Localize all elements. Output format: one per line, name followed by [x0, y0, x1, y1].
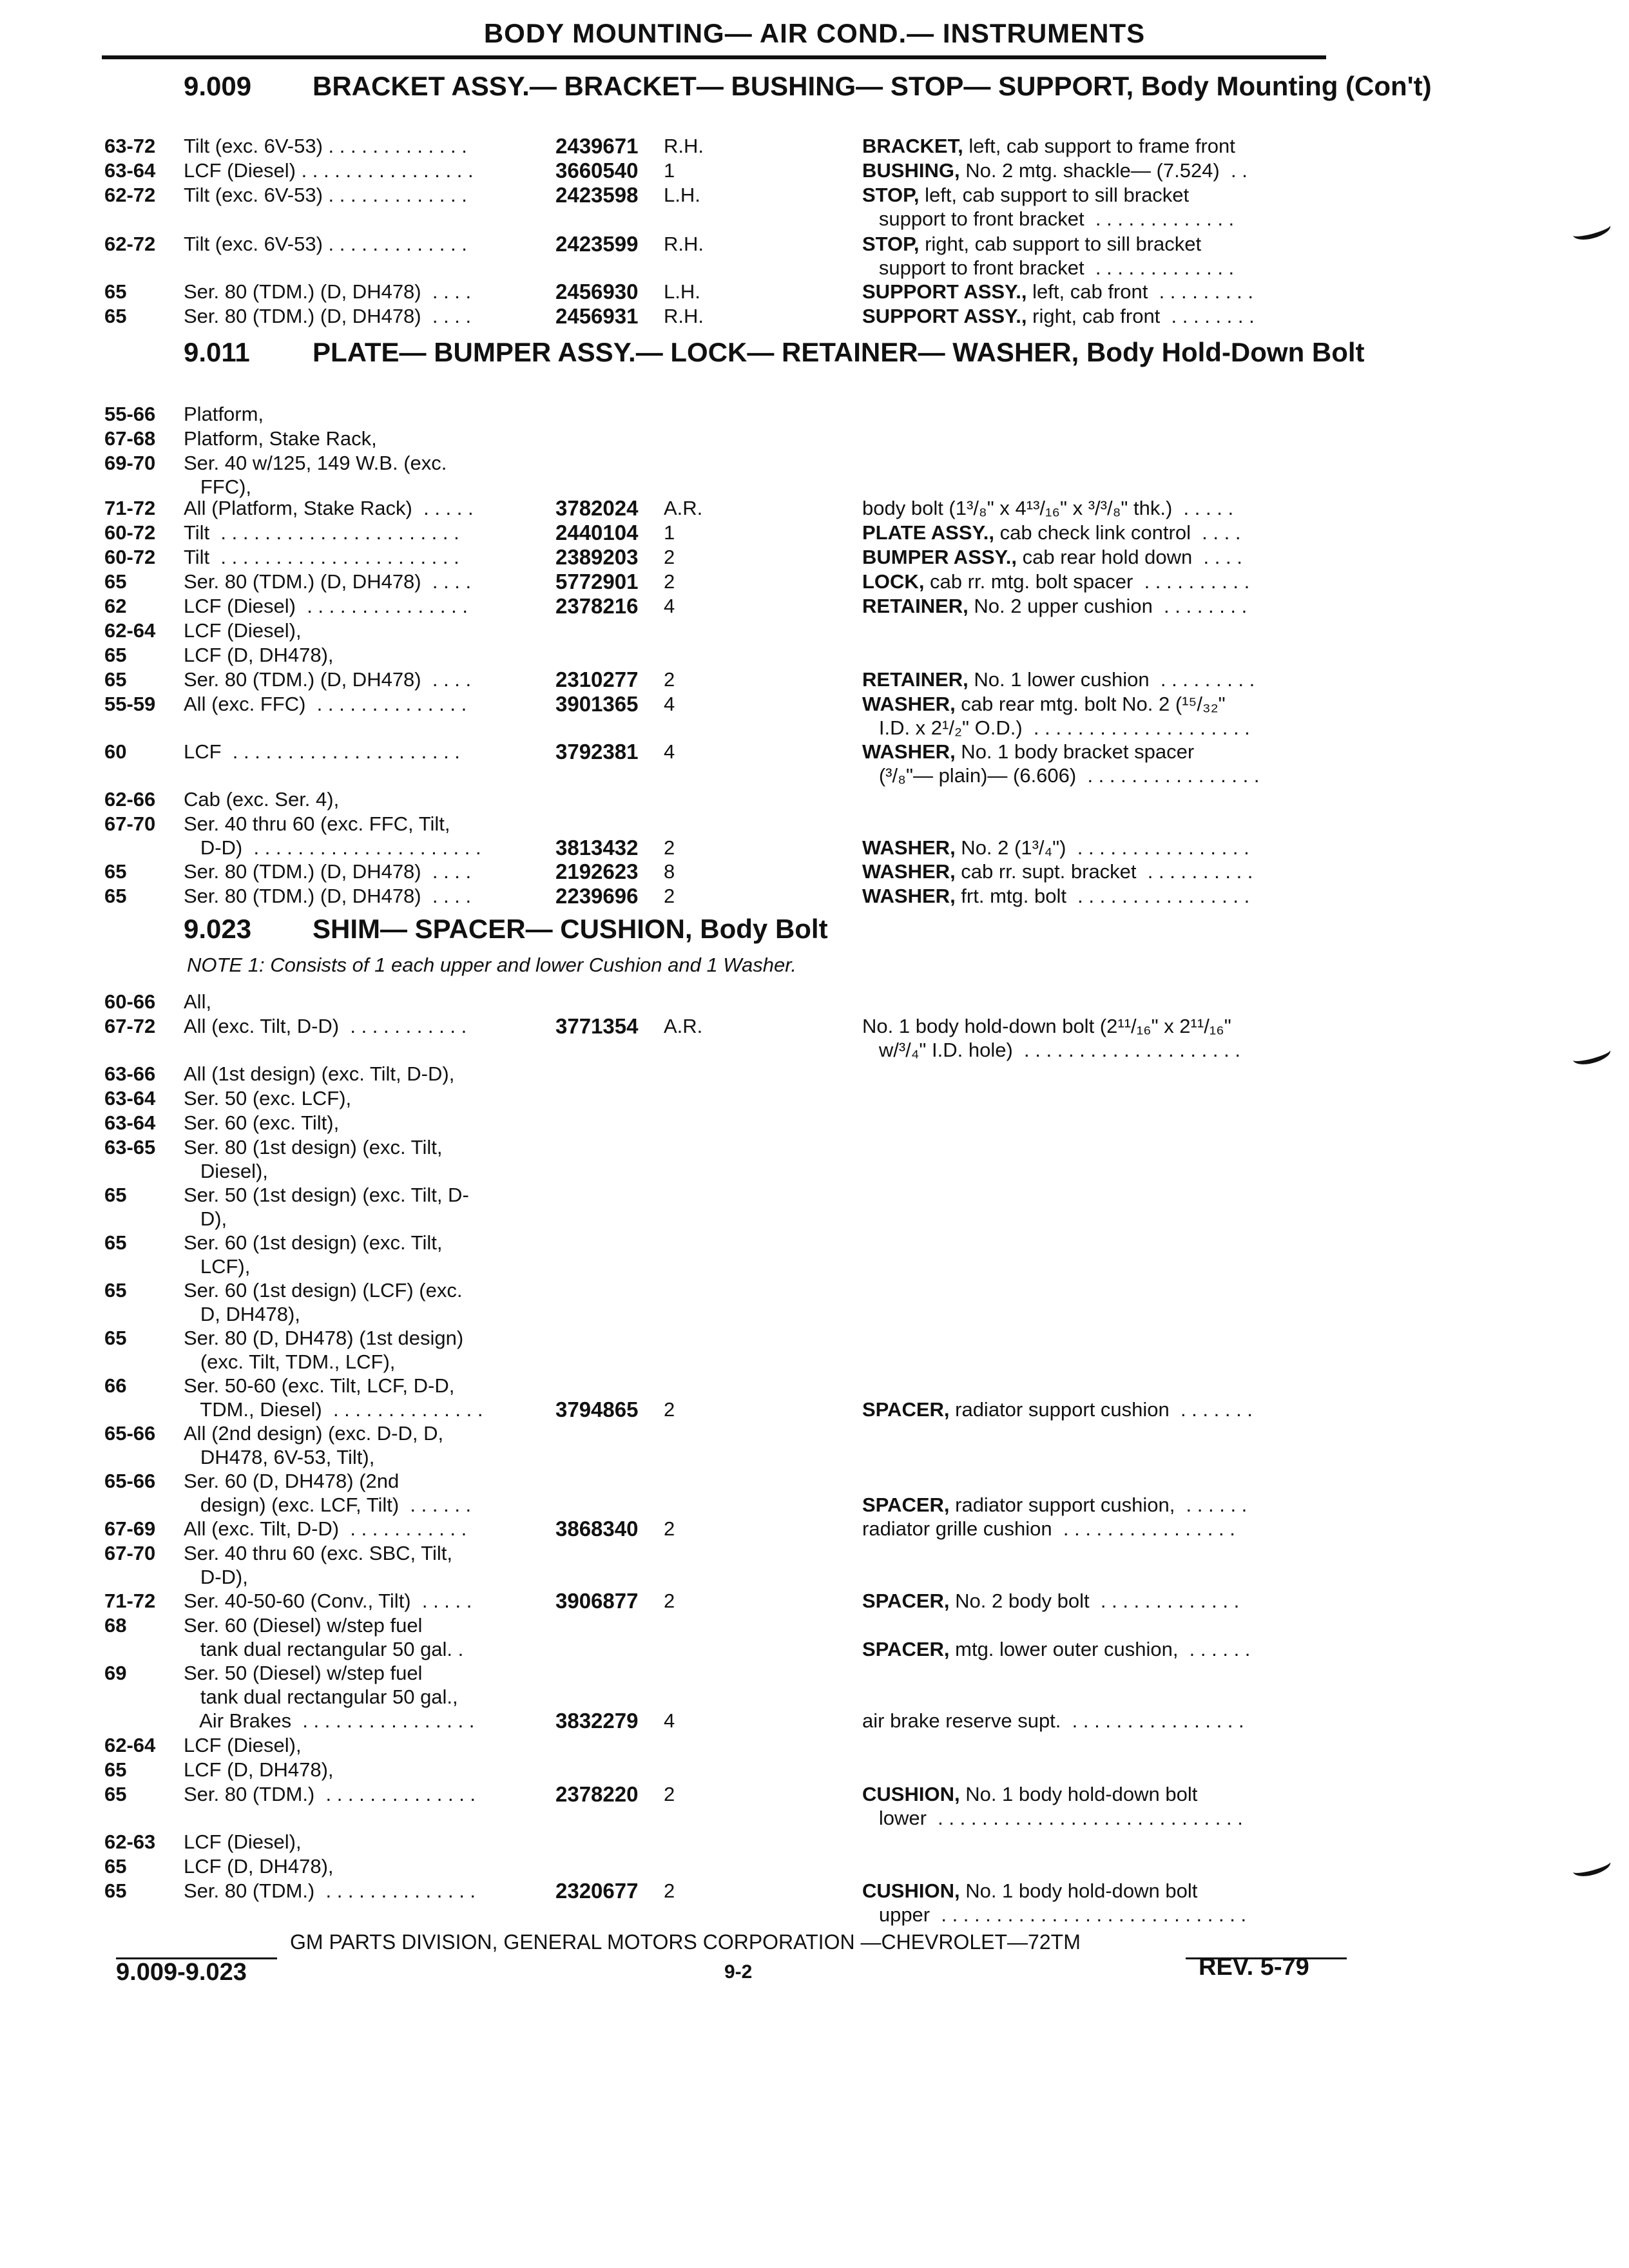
- application-description: Ser. 40 thru 60 (exc. FFC, Tilt, D-D) . . . . . . . . . . . . . . . . . . . . .: [184, 812, 481, 859]
- part-description: [862, 692, 1345, 740]
- application-description: Tilt . . . . . . . . . . . . . . . . . . . . . .: [184, 546, 459, 568]
- part-number: 3868340: [555, 1517, 639, 1541]
- model-years: 65: [104, 280, 127, 303]
- application-description: Tilt (exc. 6V-53) . . . . . . . . . . . . .: [184, 135, 467, 157]
- part-number: 2440104: [555, 521, 639, 544]
- note-1: NOTE 1: Consists of 1 each upper and lower Cushion and 1 Washer.: [187, 954, 796, 976]
- part-detail: cab check link control . . . .: [994, 521, 1241, 544]
- part-description: [862, 159, 1345, 182]
- application-description: LCF (Diesel),: [184, 619, 302, 642]
- quantity: 2: [664, 570, 675, 593]
- part-name: STOP,: [862, 184, 920, 206]
- quantity: 2: [664, 668, 675, 691]
- part-description: [862, 496, 1345, 520]
- section-title: PLATE— BUMPER ASSY.— LOCK— RETAINER— WASHER, Body Hold-Down Bolt: [313, 337, 1365, 367]
- part-description: [862, 1709, 1345, 1733]
- part-name: LOCK,: [862, 570, 925, 593]
- part-detail: left, cab support to sill bracket support to front bracket . . . . . . . . . . . . .: [878, 184, 1235, 230]
- part-detail: radiator support cushion, . . . . . .: [949, 1494, 1248, 1516]
- part-name: WASHER,: [862, 885, 956, 907]
- quantity: R.H.: [664, 135, 704, 157]
- part-number: 3906877: [555, 1589, 639, 1613]
- model-years: 67-70: [104, 812, 156, 835]
- application-description: All (1st design) (exc. Tilt, D-D),: [184, 1062, 455, 1085]
- part-detail: No. 1 body hold-down bolt upper . . . . . . . . . . . . . . . . . . . . . . . . . . . .: [878, 1879, 1247, 1926]
- part-number: 5772901: [555, 570, 639, 593]
- quantity: 2: [664, 1398, 675, 1421]
- part-name: SPACER,: [862, 1638, 950, 1660]
- model-years: 62-72: [104, 184, 156, 206]
- part-name: WASHER,: [862, 693, 956, 715]
- application-description: LCF (D, DH478),: [184, 1758, 334, 1781]
- part-number: 2423599: [555, 232, 639, 256]
- part-number: 3901365: [555, 692, 639, 716]
- model-years: 65: [104, 1327, 127, 1349]
- part-description: [862, 1879, 1345, 1927]
- application-description: Ser. 40 thru 60 (exc. SBC, Tilt, D-D),: [184, 1542, 452, 1588]
- application-description: LCF (Diesel),: [184, 1734, 302, 1756]
- part-description: [862, 545, 1345, 569]
- part-name: SPACER,: [862, 1398, 950, 1421]
- model-years: 65: [104, 860, 127, 883]
- part-name: PLATE ASSY.,: [862, 521, 994, 544]
- model-years: 65: [104, 644, 127, 666]
- section-number: 9.023: [184, 914, 252, 944]
- application-description: Ser. 50 (1st design) (exc. Tilt, D- D),: [184, 1184, 469, 1230]
- part-detail: radiator support cushion . . . . . . .: [949, 1398, 1253, 1421]
- part-detail: No. 1 body bracket spacer (³/₈"— plain)— (6.606) . . . . . . . . . . . . . . . .: [878, 740, 1260, 787]
- model-years: 67-68: [104, 427, 156, 450]
- section-title: BRACKET ASSY.— BRACKET— BUSHING— STOP— SUPPORT, Body Mounting (Con't): [313, 71, 1432, 101]
- part-detail: cab rear hold down . . . .: [1017, 546, 1242, 568]
- quantity: 1: [664, 521, 675, 544]
- part-detail: No. 1 body hold-down bolt lower . . . . . . . . . . . . . . . . . . . . . . . . . . . .: [878, 1783, 1243, 1829]
- margin-punch-mark: [1571, 1854, 1612, 1880]
- model-years: 63-64: [104, 1111, 156, 1134]
- application-description: Ser. 60 (exc. Tilt),: [184, 1111, 340, 1134]
- application-description: Ser. 80 (D, DH478) (1st design) (exc. Tilt, TDM., LCF),: [184, 1327, 464, 1373]
- margin-punch-mark: [1571, 1043, 1612, 1068]
- application-description: Ser. 80 (TDM.) (D, DH478) . . . .: [184, 860, 472, 883]
- quantity: 1: [664, 159, 675, 182]
- part-detail: No. 1 lower cushion . . . . . . . . .: [968, 668, 1255, 691]
- part-detail: No. 2 body bolt . . . . . . . . . . . . .: [949, 1590, 1240, 1612]
- quantity: R.H.: [664, 233, 704, 255]
- application-description: LCF (Diesel) . . . . . . . . . . . . . . . .: [184, 159, 474, 182]
- application-description: All,: [184, 990, 212, 1013]
- application-description: LCF (Diesel),: [184, 1831, 302, 1853]
- part-description: [862, 280, 1345, 303]
- quantity: 2: [664, 546, 675, 568]
- part-detail: left, cab front . . . . . . . . .: [1027, 280, 1253, 303]
- model-years: 60-72: [104, 546, 156, 568]
- model-years: 69-70: [104, 452, 156, 474]
- model-years: 63-66: [104, 1062, 156, 1085]
- application-description: All (exc. Tilt, D-D) . . . . . . . . . . .: [184, 1517, 467, 1540]
- model-years: 67-72: [104, 1015, 156, 1037]
- application-description: Ser. 80 (TDM.) (D, DH478) . . . .: [184, 305, 472, 327]
- model-years: 62: [104, 595, 127, 617]
- model-years: 71-72: [104, 1590, 156, 1612]
- model-years: 71-72: [104, 497, 156, 519]
- application-description: Tilt . . . . . . . . . . . . . . . . . . . . . .: [184, 521, 459, 544]
- application-description: Tilt (exc. 6V-53) . . . . . . . . . . . . .: [184, 184, 467, 206]
- application-description: Platform,: [184, 403, 264, 425]
- application-description: All (Platform, Stake Rack) . . . . .: [184, 497, 474, 519]
- part-number: 2378216: [555, 594, 639, 618]
- application-description: Ser. 80 (TDM.) (D, DH478) . . . .: [184, 280, 472, 303]
- part-description: [862, 1398, 1345, 1421]
- quantity: 8: [664, 860, 675, 883]
- page-header: BODY MOUNTING— AIR COND.— INSTRUMENTS: [483, 18, 1146, 48]
- quantity: 4: [664, 595, 675, 617]
- application-description: Ser. 40-50-60 (Conv., Tilt) . . . . .: [184, 1590, 472, 1612]
- application-description: Ser. 50 (Diesel) w/step fuel tank dual rectangular 50 gal., Air Brakes . . . . . . . . . . . . . . . .: [184, 1662, 475, 1732]
- model-years: 65: [104, 1783, 127, 1805]
- application-description: LCF . . . . . . . . . . . . . . . . . . . . .: [184, 740, 460, 763]
- part-description: [862, 884, 1345, 908]
- part-number: 3813432: [555, 836, 639, 860]
- part-number: 2239696: [555, 884, 639, 908]
- model-years: 68: [104, 1614, 127, 1637]
- part-name: WASHER,: [862, 860, 956, 883]
- application-description: All (exc. Tilt, D-D) . . . . . . . . . . .: [184, 1015, 467, 1037]
- model-years: 55-59: [104, 693, 156, 715]
- quantity: A.R.: [664, 1015, 703, 1037]
- part-number: 2456930: [555, 280, 639, 303]
- application-description: LCF (Diesel) . . . . . . . . . . . . . . .: [184, 595, 468, 617]
- part-description: [862, 1782, 1345, 1830]
- part-number: 2378220: [555, 1782, 639, 1806]
- quantity: 2: [664, 1590, 675, 1612]
- part-description: [862, 1517, 1345, 1541]
- part-name: CUSHION,: [862, 1783, 960, 1805]
- margin-punch-mark: [1571, 218, 1612, 244]
- part-number: 2439671: [555, 134, 639, 158]
- part-name: BUSHING,: [862, 159, 960, 182]
- part-name: BUMPER ASSY.,: [862, 546, 1017, 568]
- model-years: 65: [104, 1231, 127, 1254]
- part-description: [862, 232, 1345, 280]
- part-number: 3771354: [555, 1014, 639, 1038]
- quantity: R.H.: [664, 305, 704, 327]
- part-number: 3782024: [555, 496, 639, 520]
- model-years: 62-64: [104, 1734, 156, 1756]
- application-description: All (2nd design) (exc. D-D, D, DH478, 6V-53, Tilt),: [184, 1422, 444, 1468]
- section-number: 9.009: [184, 71, 252, 101]
- quantity: 4: [664, 740, 675, 763]
- part-detail: cab rr. supt. bracket . . . . . . . . . .: [955, 860, 1253, 883]
- part-description: [862, 668, 1345, 691]
- application-description: Ser. 50-60 (exc. Tilt, LCF, D-D, TDM., Diesel) . . . . . . . . . . . . . .: [184, 1374, 483, 1421]
- model-years: 69: [104, 1662, 127, 1684]
- part-detail: right, cab support to sill bracket support to front bracket . . . . . . . . . . . . .: [878, 233, 1235, 279]
- part-description: [862, 1637, 1345, 1661]
- part-name: SPACER,: [862, 1590, 950, 1612]
- model-years: 62-72: [104, 233, 156, 255]
- model-years: 65: [104, 305, 127, 327]
- part-number: 2320677: [555, 1879, 639, 1903]
- part-name: CUSHION,: [862, 1879, 960, 1902]
- quantity: L.H.: [664, 184, 700, 206]
- application-description: Platform, Stake Rack,: [184, 427, 377, 450]
- application-description: Ser. 50 (exc. LCF),: [184, 1087, 352, 1110]
- part-description: [862, 304, 1345, 328]
- part-name: SUPPORT ASSY.,: [862, 280, 1027, 303]
- part-name: RETAINER,: [862, 595, 969, 617]
- application-description: LCF (D, DH478),: [184, 644, 334, 666]
- model-years: 60-72: [104, 521, 156, 544]
- application-description: Ser. 60 (1st design) (exc. Tilt, LCF),: [184, 1231, 443, 1278]
- model-years: 67-70: [104, 1542, 156, 1564]
- application-description: Ser. 80 (TDM.) . . . . . . . . . . . . . .: [184, 1879, 476, 1902]
- part-description: [862, 836, 1345, 860]
- part-number: 2423598: [555, 183, 639, 207]
- part-number: 3832279: [555, 1709, 639, 1733]
- part-detail: air brake reserve supt. . . . . . . . . . . . . . . . .: [862, 1709, 1244, 1732]
- application-description: Ser. 80 (TDM.) (D, DH478) . . . .: [184, 668, 472, 691]
- part-description: [862, 1589, 1345, 1613]
- part-detail: right, cab front . . . . . . . .: [1027, 305, 1255, 327]
- part-name: SPACER,: [862, 1494, 950, 1516]
- part-description: [862, 594, 1345, 618]
- part-detail: No. 2 upper cushion . . . . . . . .: [968, 595, 1248, 617]
- model-years: 65: [104, 1184, 127, 1206]
- model-years: 65: [104, 570, 127, 593]
- application-description: Ser. 80 (TDM.) . . . . . . . . . . . . . .: [184, 1783, 476, 1805]
- quantity: 4: [664, 1709, 675, 1732]
- part-name: WASHER,: [862, 740, 956, 763]
- model-years: 63-65: [104, 1136, 156, 1158]
- part-number: 2310277: [555, 668, 639, 691]
- footer-section-range: 9.009-9.023: [116, 1959, 247, 1986]
- part-number: 2192623: [555, 860, 639, 883]
- part-number: 3792381: [555, 740, 639, 764]
- model-years: 62-64: [104, 619, 156, 642]
- part-name: WASHER,: [862, 836, 956, 859]
- application-description: Ser. 60 (D, DH478) (2nd design) (exc. LCF, Tilt) . . . . . .: [184, 1470, 472, 1516]
- model-years: 65: [104, 1279, 127, 1302]
- part-description: [862, 1493, 1345, 1517]
- application-description: Ser. 60 (1st design) (LCF) (exc. D, DH478),: [184, 1279, 463, 1325]
- model-years: 63-64: [104, 159, 156, 182]
- application-description: LCF (D, DH478),: [184, 1855, 334, 1878]
- model-years: 60-66: [104, 990, 156, 1013]
- quantity: L.H.: [664, 280, 700, 303]
- part-number: 3660540: [555, 159, 639, 182]
- model-years: 62-66: [104, 788, 156, 811]
- part-description: [862, 860, 1345, 883]
- model-years: 65-66: [104, 1422, 156, 1445]
- model-years: 63-72: [104, 135, 156, 157]
- part-detail: No. 1 body hold-down bolt (2¹¹/₁₆" x 2¹¹/₁₆" w/³/₄" I.D. hole) . . . . . . . . . . . . . . . . . . . .: [862, 1015, 1240, 1061]
- part-name: BRACKET,: [862, 135, 963, 157]
- part-detail: cab rear mtg. bolt No. 2 (¹⁵/₃₂" I.D. x 2¹/₂" O.D.) . . . . . . . . . . . . . . . . . . . .: [878, 693, 1250, 739]
- quantity: A.R.: [664, 497, 703, 519]
- application-description: Ser. 40 w/125, 149 W.B. (exc. FFC),: [184, 452, 447, 498]
- footer-revision: REV. 5-79: [1199, 1954, 1309, 1981]
- part-detail: left, cab support to frame front: [963, 135, 1235, 157]
- quantity: 2: [664, 1517, 675, 1540]
- model-years: 65: [104, 1879, 127, 1902]
- model-years: 67-69: [104, 1517, 156, 1540]
- footer-corp: GM PARTS DIVISION, GENERAL MOTORS CORPORATION —CHEVROLET—72TM: [290, 1930, 1081, 1954]
- model-years: 65: [104, 1758, 127, 1781]
- model-years: 65: [104, 668, 127, 691]
- part-name: STOP,: [862, 233, 920, 255]
- application-description: Tilt (exc. 6V-53) . . . . . . . . . . . . .: [184, 233, 467, 255]
- model-years: 65: [104, 885, 127, 907]
- application-description: Ser. 80 (1st design) (exc. Tilt, Diesel),: [184, 1136, 443, 1182]
- part-description: [862, 740, 1345, 787]
- part-description: [862, 1014, 1345, 1062]
- part-detail: frt. mtg. bolt . . . . . . . . . . . . . . . .: [955, 885, 1250, 907]
- model-years: 65: [104, 1855, 127, 1878]
- model-years: 63-64: [104, 1087, 156, 1110]
- section-title: SHIM— SPACER— CUSHION, Body Bolt: [313, 914, 828, 944]
- part-name: SUPPORT ASSY.,: [862, 305, 1027, 327]
- model-years: 60: [104, 740, 127, 763]
- part-detail: No. 2 (1³/₄") . . . . . . . . . . . . . . . .: [955, 836, 1249, 859]
- part-number: 3794865: [555, 1398, 639, 1421]
- quantity: 2: [664, 885, 675, 907]
- quantity: 2: [664, 1783, 675, 1805]
- part-detail: body bolt (1³/₈" x 4¹³/₁₆" x ³/³/₈" thk.) . . . . .: [862, 497, 1234, 519]
- application-description: Ser. 80 (TDM.) (D, DH478) . . . .: [184, 885, 472, 907]
- part-number: 2389203: [555, 545, 639, 569]
- model-years: 66: [104, 1374, 127, 1397]
- part-description: [862, 570, 1345, 593]
- application-description: Ser. 80 (TDM.) (D, DH478) . . . .: [184, 570, 472, 593]
- part-detail: No. 2 mtg. shackle— (7.524) . .: [959, 159, 1248, 182]
- application-description: All (exc. FFC) . . . . . . . . . . . . . .: [184, 693, 467, 715]
- part-detail: cab rr. mtg. bolt spacer . . . . . . . . . .: [924, 570, 1250, 593]
- application-description: Ser. 60 (Diesel) w/step fuel tank dual rectangular 50 gal. .: [184, 1614, 464, 1660]
- quantity: 2: [664, 836, 675, 859]
- model-years: 55-66: [104, 403, 156, 425]
- part-detail: mtg. lower outer cushion, . . . . . .: [949, 1638, 1251, 1660]
- part-description: [862, 521, 1345, 544]
- footer-page-number: 9-2: [724, 1961, 753, 1983]
- application-description: Cab (exc. Ser. 4),: [184, 788, 340, 811]
- header-rule: [102, 55, 1326, 59]
- part-description: [862, 134, 1345, 158]
- part-description: [862, 183, 1345, 231]
- part-name: RETAINER,: [862, 668, 969, 691]
- part-number: 2456931: [555, 304, 639, 328]
- quantity: 2: [664, 1879, 675, 1902]
- part-detail: radiator grille cushion . . . . . . . . . . . . . . . .: [862, 1517, 1235, 1540]
- model-years: 65-66: [104, 1470, 156, 1492]
- section-number: 9.011: [184, 337, 250, 367]
- quantity: 4: [664, 693, 675, 715]
- model-years: 62-63: [104, 1831, 156, 1853]
